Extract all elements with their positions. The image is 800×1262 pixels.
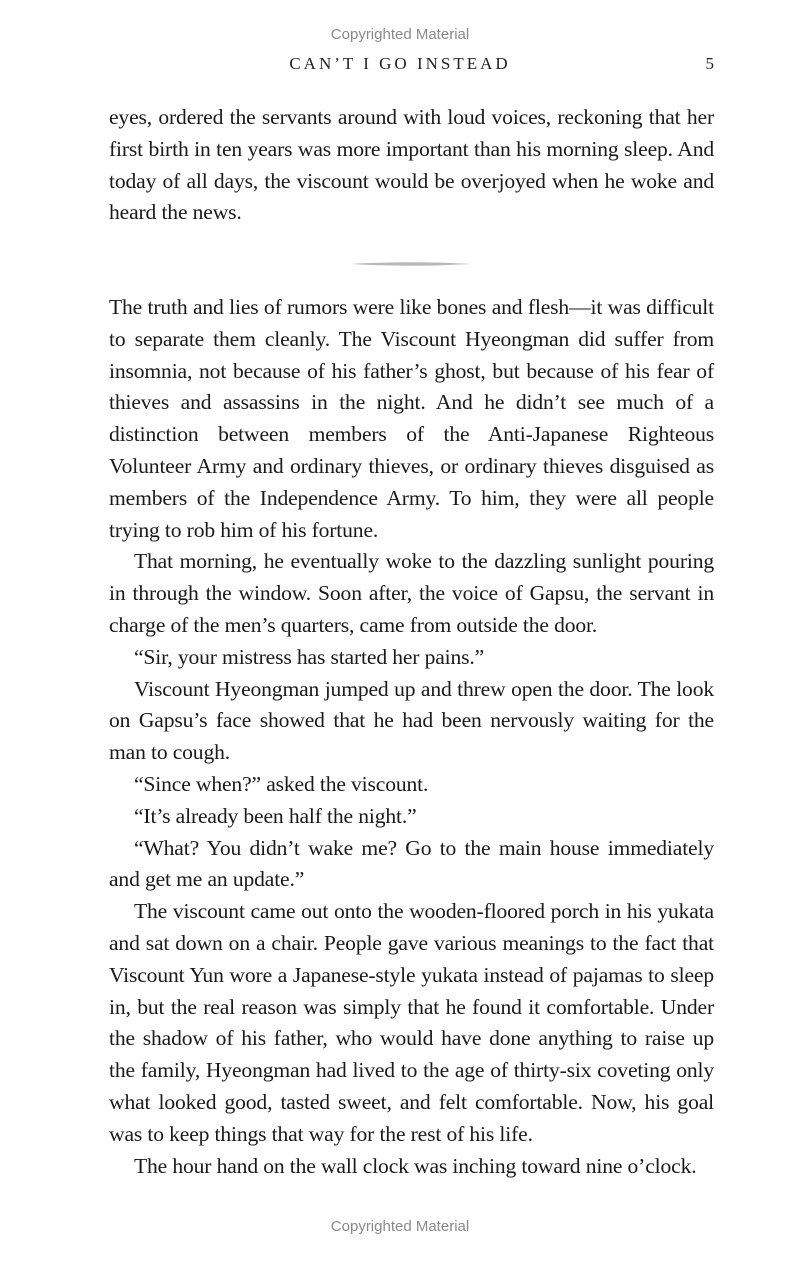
copyright-watermark-top: Copyrighted Material [330,26,470,43]
copyright-watermark-bottom: Copyrighted Material [330,1218,470,1235]
dialogue-paragraph: “It’s already been half the night.” [134,803,417,828]
paragraph: The truth and lies of rumors were like bones and flesh—it was difficult to separate them cleanly. The Viscount Hyeongman did suffer from insomnia, not because of his father’s ghost, but because of his fear of thieves and assassins in the night. And he didn’t see much of a distinction between members of the Anti-Japanese Righteous Volunteer Army and ordinary thieves, or ordinary thieves disguised as members of the Independence Army. To him, they were all people trying to rob him of his fortune. [109,295,714,542]
running-head-title: CAN’T I GO INSTEAD [289,54,511,73]
section-break-ornament-icon [350,258,472,270]
paragraph: Viscount Hyeongman jumped up and threw open the door. The look on Gapsu’s face showed that he had been nervously waiting for the man to cough. [109,676,714,765]
body-text-block-2 [109,292,714,1182]
page-number: 5 [705,54,714,73]
paragraph: The hour hand on the wall clock was inching toward nine o’clock. [134,1153,697,1178]
dialogue-paragraph: “Sir, your mistress has started her pains.” [134,644,485,669]
paragraph: eyes, ordered the servants around with loud voices, reckoning that her first birth in ten years was more important than his morning sleep. And today of all days, the viscount would be overjoyed when he woke and heard the news. [109,105,714,225]
paragraph: That morning, he eventually woke to the dazzling sunlight pouring in through the window. Soon after, the voice of Gapsu, the servant in charge of the men’s quarters, came from outside the door. [109,549,714,637]
dialogue-paragraph: “What? You didn’t wake me? Go to the main house immediately and get me an update.” [109,835,714,892]
body-text-block-1 [109,102,714,229]
paragraph: The viscount came out onto the wooden-floored porch in his yukata and sat down on a chair. People gave various meanings to the fact that Viscount Yun wore a Japanese-style yukata instead of pajamas to sleep in, but the real reason was simply that he found it comfortable. Under the shadow of his father, who would have done anything to raise up the family, Hyeongman had lived to the age of thirty-six coveting only what looked good, tasted sweet, and felt comfortable. Now, his goal was to keep things that way for the rest of his life. [109,899,714,1146]
dialogue-paragraph: “Since when?” asked the viscount. [134,771,429,796]
